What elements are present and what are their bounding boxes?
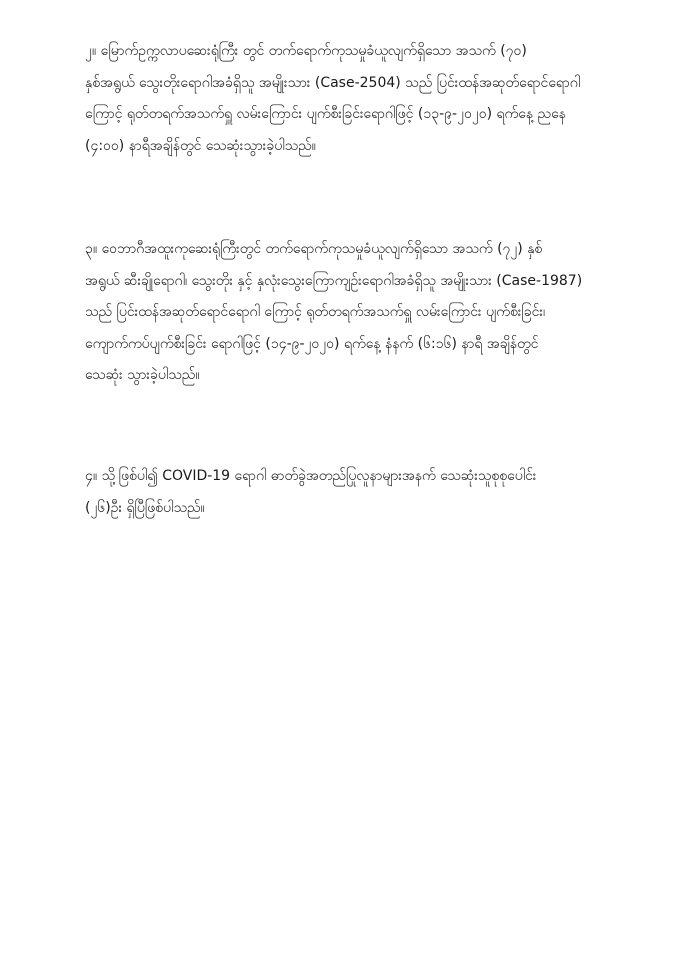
paragraph-line: (၄:၀၀) နာရီအချိန်တွင် သေဆုံးသွားခဲ့ပါသည်။ [85,137,316,154]
paragraph-line: ၄။ သို့ဖြစ်ပါ၍ COVID-19 ရောဂါ ဓာတ်ခွဲအတည်ပြုလူနာများအနက် သေဆုံးသူစုစုပေါင်း [85,468,537,484]
paragraph-2 [85,36,605,162]
paragraph-line: ကြောင့် ရုတ်တရက်အသက်ရှူ လမ်းကြောင်း ပျက်စီးခြင်းရောဂါဖြင့် (၁၃-၉-၂၀၂၀) ရက်နေ့ ညနေ [85,106,566,122]
paragraph-3 [85,234,605,392]
paragraph-line: အရွယ် ဆီးချိုရောဂါ၊ သွေးတိုး နှင့် နှလုံးသွေးကြောကျဉ်းရောဂါအခံရှိသူ အမျိုးသား (Case-1987) [85,272,583,289]
paragraph-line: (၂၆)ဦး ရှိပြီဖြစ်ပါသည်။ [85,499,205,516]
paragraph-4 [85,461,605,524]
paragraph-line: သည် ပြင်းထန်အဆုတ်ရောင်ရောဂါ ကြောင့် ရုတ်တရက်အသက်ရှူ လမ်းကြောင်း ပျက်စီးခြင်း၊ [85,304,546,320]
paragraph-line: သေဆုံး သွားခဲ့ပါသည်။ [85,367,200,383]
paragraph-line: ၂။ မြောက်ဥက္ကလာပဆေးရုံကြီး တွင် တက်ရောက်ကုသမှုခံယူလျက်ရှိသော အသက် (၇၀) [85,43,527,59]
paragraph-line: နှစ်အရွယ် သွေးတိုးရောဂါအခံရှိသူ အမျိုးသား (Case-2504) သည် ပြင်းထန်အဆုတ်ရောင်ရောဂါ [85,74,581,91]
paragraph-line: ၃။ ဝေဘာဂီအထူးကုဆေးရုံကြီးတွင် တက်ရောက်ကုသမှုခံယူလျက်ရှိသော အသက် (၇၂) နှစ် [85,241,543,257]
paragraph-line: ကျောက်ကပ်ပျက်စီးခြင်း ရောဂါဖြင့် (၁၄-၉-၂၀၂၀) ရက်နေ့ နံနက် (၆:၁၆) နာရီ အချိန်တွင် [85,335,539,352]
